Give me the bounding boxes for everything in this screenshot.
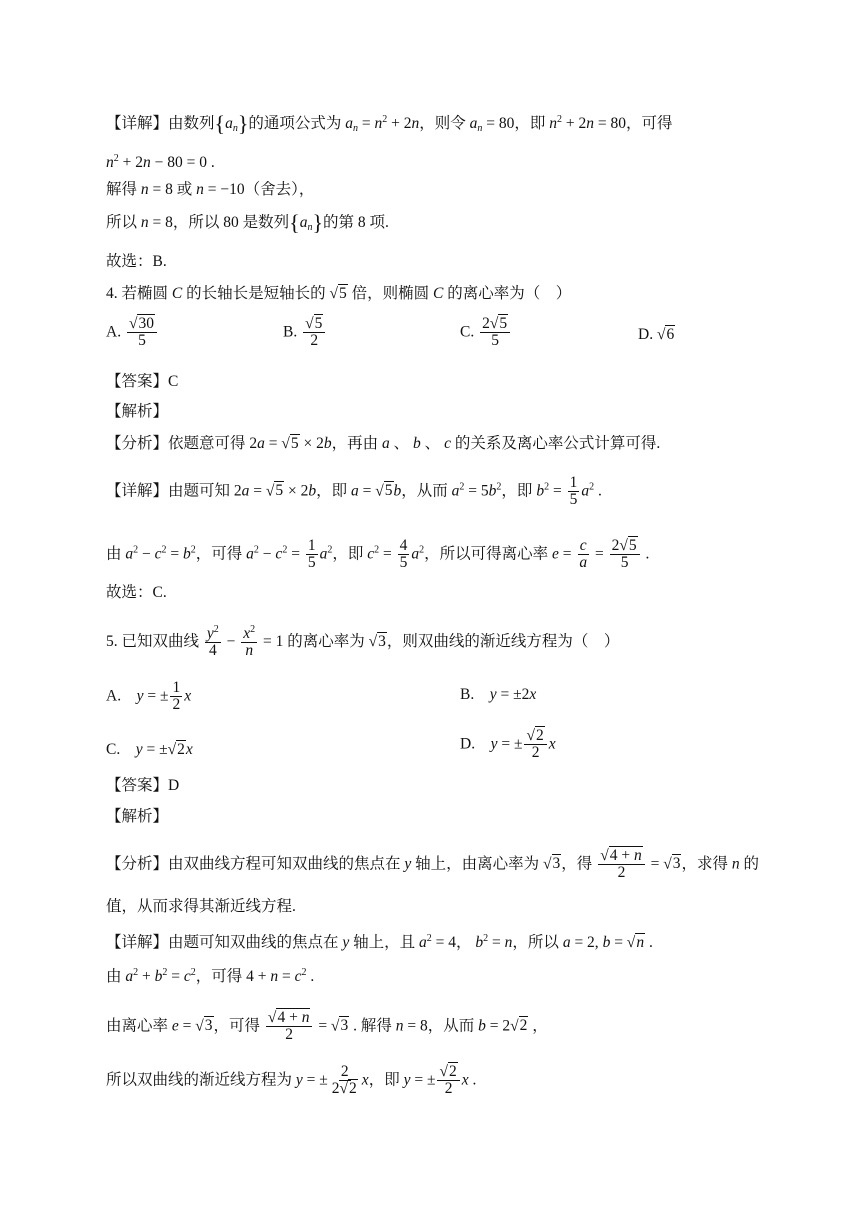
detail-line-3: 解得 n = 8 或 n = −10（舍去），	[106, 181, 315, 198]
detail-5b: 由 $a^2 + b^2 = c^2$，可得 $4 + n = c^2$ .	[106, 967, 315, 985]
detail-line-2: $n^2 + 2n - 80 = 0$ .	[106, 153, 215, 171]
analysis-5: 【解析】	[106, 808, 169, 825]
question-5: 5. 已知双曲线 $\frac{y^2}{4}$ − $\frac{x^2}{n}$ = 1 的离心率为 √3，则双曲线的渐近线方程为（ ）	[106, 624, 620, 660]
choice-line: 故选：B.	[106, 253, 167, 270]
q4-option-a: A. $\frac{√30}{5}$	[106, 316, 159, 350]
detail-line-4: 所以 n = 8，所以 80 是数列$\{a_n\}$的第 8 项.	[106, 210, 389, 235]
reasoning-5a: 【分析】由双曲线方程可知双曲线的焦点在 y 轴上，由离心率为 √3，得 $\frac{√4 + n}{2}$ = √3，求得 n 的	[106, 847, 759, 882]
choice-4: 故选：C.	[106, 584, 167, 601]
detail-line-1: 【详解】由数列$\{a_n\}$的通项公式为 $a_n = n^2 + 2n$，则令 $a_n = 80$，即 $n^2 + 2n = 80$，可得	[106, 111, 673, 136]
detail-5a: 【详解】由题可知双曲线的焦点在 y 轴上，且 $a^2 = 4$， $b^2 = n$，所以 a = 2, b = √n .	[106, 933, 653, 951]
reasoning-5b: 值，从而求得其渐近线方程.	[106, 898, 296, 915]
q5-option-d: D. y = ± $\frac{√2}{2}$ x	[460, 727, 556, 762]
q5-option-a: A. y = ± $\frac{1}{2}$ x	[106, 679, 192, 714]
answer-4: 【答案】C	[106, 373, 179, 390]
answer-5: 【答案】D	[106, 777, 180, 794]
q5-option-b: B. y = ±2x	[460, 686, 537, 703]
detail-5c: 由离心率 e = √3，可得 $\frac{√4 + n}{2}$ = √3 . 解得 n = 8，从而 b = 2√2 ，	[106, 1009, 548, 1044]
detail-5d: 所以双曲线的渐近线方程为 y = ± $\frac{2}{2√2}$ x，即 y = ± $\frac{√2}{2}$ x .	[106, 1063, 477, 1098]
reasoning-4: 【分析】依题意可得 2a = √5 × 2b，再由 a 、 b 、 c 的关系及离心率公式计算可得.	[106, 435, 661, 452]
question-4: 4. 若椭圆 C 的长轴长是短轴长的 √5 倍，则椭圆 C 的离心率为（ ）	[106, 285, 572, 302]
q4-option-b: B. $\frac{√5}{2}$	[283, 316, 327, 350]
q5-option-c: C. y = ±√2x	[106, 741, 193, 758]
q4-option-c: C. $\frac{2√5}{5}$	[460, 316, 512, 350]
q4-option-d: D. √6	[638, 326, 675, 343]
detail-4b: 由 $a^2 - c^2 = b^2$，可得 $a^2 - c^2$ = $\frac{1}{5}$ $a^2$，即 $c^2$ = $\frac{4}{5}$ $a^2$，所以可得离心率 e = $\frac{c}{a}$ = $\frac{2√5}{5}$ .	[106, 537, 650, 572]
analysis-4: 【解析】	[106, 403, 169, 420]
detail-4a: 【详解】由题可知 2a = √5 × 2b，即 a = √5b，从而 $a^2 = 5b^2$，即 $b^2$ = $\frac{1}{5}$ $a^2$ .	[106, 474, 602, 509]
